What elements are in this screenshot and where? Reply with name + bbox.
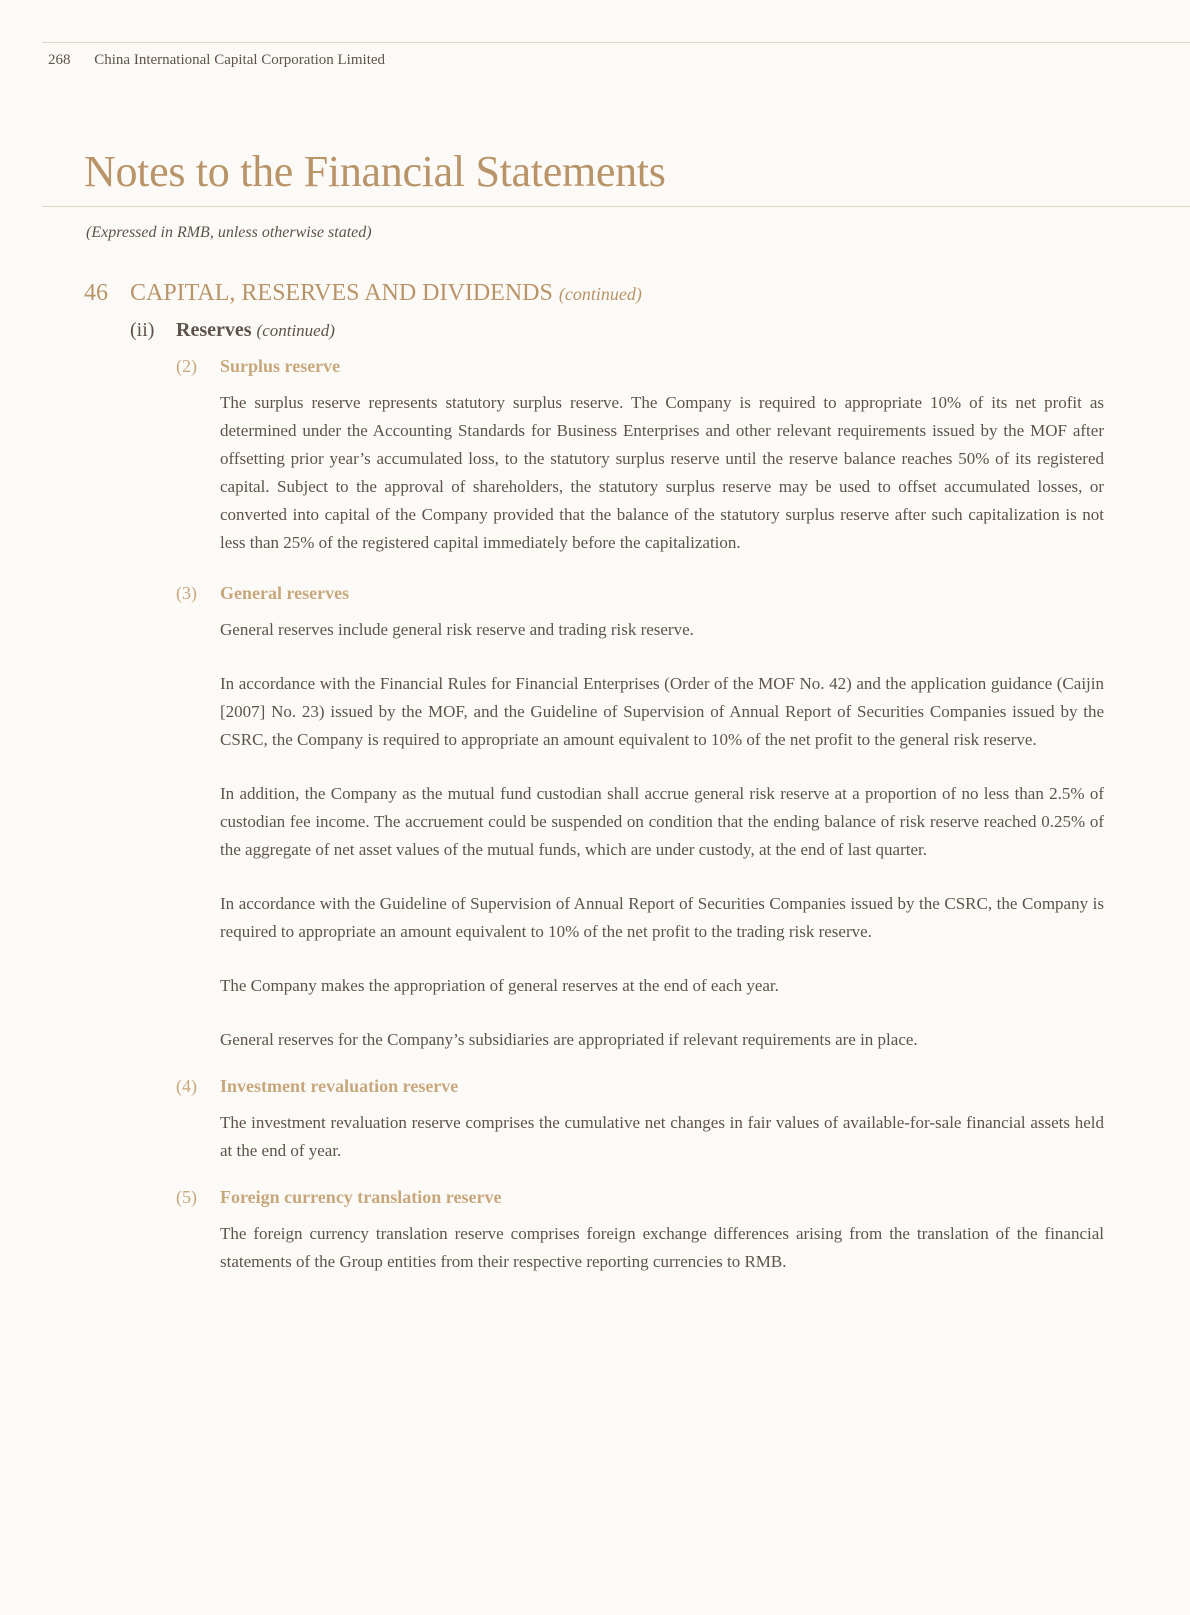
subsection-heading: (ii) Reserves (continued) <box>130 319 335 341</box>
running-header <box>48 52 385 69</box>
header-rule <box>42 42 1190 43</box>
title-rule <box>42 206 1190 207</box>
company-name: China International Capital Corporation Limited <box>94 52 386 68</box>
paragraph: General reserves for the Company’s subsidiaries are appropriated if relevant requirements are in place. <box>220 1030 918 1049</box>
item-heading-investment-revaluation-reserve: (4) Investment revaluation reserve <box>176 1076 459 1096</box>
paragraph: The surplus reserve represents statutory surplus reserve. The Company is required to appropriate 10% of its net profit as determined under the Accounting Standards for Business Enterprises and other relevant requirements issued by the MOF after offsetting prior year’s accumulated loss, to the statutory surplus reserve until the reserve balance reaches 50% of its registered capital. Subject to the approval of shareholders, the statutory surplus reserve may be used to offset accumulated losses, or converted into capital of the Company provided that the balance of the statutory surplus reserve after such capitalization is not less than 25% of the registered capital immediately before the capitalization. <box>220 393 1104 552</box>
paragraph: General reserves include general risk reserve and trading risk reserve. <box>220 620 694 639</box>
paragraph: The investment revaluation reserve comprises the cumulative net changes in fair values of available-for-sale financial assets held at the end of year. <box>220 1113 1104 1160</box>
section-heading: 46 CAPITAL, RESERVES AND DIVIDENDS (continued) <box>84 280 642 306</box>
paragraph: In accordance with the Guideline of Supervision of Annual Report of Securities Companies issued by the CSRC, the Company is required to appropriate an amount equivalent to 10% of the net profit to the trading risk reserve. <box>220 894 1104 941</box>
page-title: Notes to the Financial Statements <box>84 147 666 196</box>
paragraph: In addition, the Company as the mutual fund custodian shall accrue general risk reserve at a proportion of no less than 2.5% of custodian fee income. The accruement could be suspended on condition that the ending balance of risk reserve reached 0.25% of the aggregate of net asset values of the mutual funds, which are under custody, at the end of last quarter. <box>220 784 1104 859</box>
currency-note: (Expressed in RMB, unless otherwise stated) <box>86 224 372 241</box>
page-number: 268 <box>48 52 71 68</box>
paragraph: The Company makes the appropriation of general reserves at the end of each year. <box>220 976 779 995</box>
item-heading-surplus-reserve: (2) Surplus reserve <box>176 356 341 376</box>
paragraph: In accordance with the Financial Rules for Financial Enterprises (Order of the MOF No. 42) and the application guidance (Caijin [2007] No. 23) issued by the MOF, and the Guideline of Supervision of Annual Report of Securities Companies issued by the CSRC, the Company is required to appropriate an amount equivalent to 10% of the net profit to the general risk reserve. <box>220 674 1104 749</box>
paragraph: The foreign currency translation reserve comprises foreign exchange differences arising from the translation of the financial statements of the Group entities from their respective reporting currencies to RMB. <box>220 1224 1104 1271</box>
item-heading-general-reserves: (3) General reserves <box>176 583 350 603</box>
note-content <box>84 280 1104 1302</box>
item-heading-foreign-currency-translation-reserve: (5) Foreign currency translation reserve <box>176 1187 502 1207</box>
